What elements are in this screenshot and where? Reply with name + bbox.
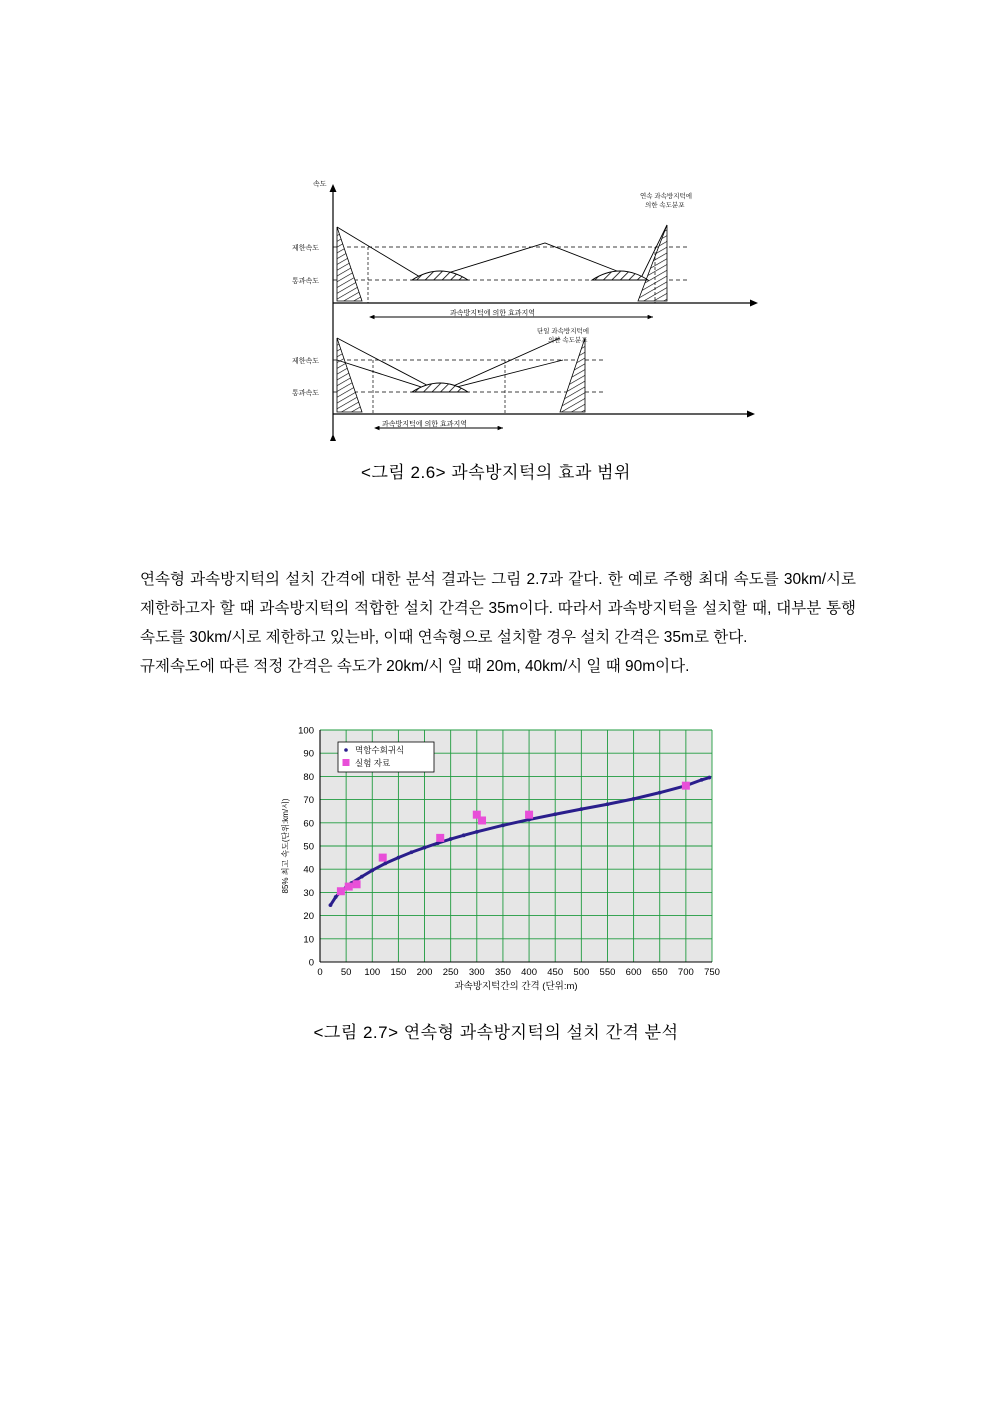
chart-legend-label: 멱함수회귀식 <box>355 745 405 755</box>
chart-series-marker <box>337 887 345 895</box>
paragraph-2: 규제속도에 따른 적정 간격은 속도가 20km/시 일 때 20m, 40km/시 일 때 90m이다. <box>140 658 690 675</box>
chart-series-line-point <box>501 823 505 827</box>
fig26-label-limit-speed-top: 제한속도 <box>292 245 320 252</box>
chart-series-line-point <box>449 837 453 841</box>
figure-2-6-svg <box>0 170 992 460</box>
chart-series-line-point <box>383 862 387 866</box>
chart-y-tick-label: 30 <box>303 887 314 899</box>
chart-y-tick-label: 60 <box>303 818 314 830</box>
chart-x-tick-label: 600 <box>625 967 642 978</box>
chart-series-line-point <box>410 850 414 854</box>
fig26-y-axis-label: 속도 <box>313 181 327 188</box>
chart-series-line-point <box>423 846 427 850</box>
fig26-top-range-label: 과속방지턱에 의한 효과지역 <box>450 310 536 317</box>
chart-y-tick-label: 100 <box>298 725 314 737</box>
chart-series-marker <box>682 782 690 790</box>
chart-series-line-point <box>475 830 479 834</box>
figure-2-7-caption: <그림 2.7> 연속형 과속방지턱의 설치 간격 분석 <box>313 1023 679 1042</box>
chart-series-marker <box>379 854 387 862</box>
chart-series-line-point <box>707 776 711 780</box>
chart-x-tick-label: 300 <box>468 967 485 978</box>
fig26-top-note-line2: 의한 속도분포 <box>645 202 685 209</box>
chart-x-tick-label: 400 <box>521 967 537 978</box>
chart-y-tick-label: 0 <box>308 957 314 969</box>
fig26-label-limit-speed-bottom: 제한속도 <box>292 358 320 365</box>
paragraph-1: 연속형 과속방지턱의 설치 간격에 대한 분석 결과는 그림 2.7과 같다. 한 예로 주행 최대 속도를 30km/시로 제한하고자 할 때 과속방지턱의 적합한 설치 간격은 35m이다. 따라서 과속방지턱을 설치할 때, 대부분 통행속도를 30km/시로 제한하고 있는바, 이때 연속형으로 설치할 경우 설치 간격은 35m로 한다. <box>140 571 856 646</box>
chart-y-axis-title: 85% 최고 속도(단위:km/시) <box>281 798 290 894</box>
fig26-bottom-note-line2: 의한 속도분포 <box>548 337 588 344</box>
chart-series-marker <box>525 811 533 819</box>
chart-series-line-point <box>334 895 338 899</box>
chart-x-tick-label: 350 <box>495 967 511 978</box>
chart-x-tick-label: 200 <box>416 967 433 978</box>
chart-series-marker <box>345 883 353 891</box>
chart-series-line-point <box>553 812 557 816</box>
chart-x-tick-label: 0 <box>317 967 323 978</box>
figure-2-6-caption: <그림 2.6> 과속방지턱의 효과 범위 <box>361 463 631 482</box>
fig26-bottom-note-line1: 단일 과속방지턱에 <box>537 328 590 335</box>
chart-series-line-point <box>632 797 636 801</box>
chart-series-line-point <box>397 856 401 860</box>
chart-x-tick-label: 700 <box>677 967 694 978</box>
chart-legend-marker-dot <box>344 748 348 752</box>
chart-x-tick-label: 500 <box>573 967 590 978</box>
chart-legend-label: 실험 자료 <box>355 758 391 768</box>
fig26-label-pass-speed-bottom: 통과속도 <box>292 390 320 397</box>
chart-series-marker <box>436 834 444 842</box>
figure-2-6 <box>0 170 992 460</box>
fig26-top-note-line1: 연속 과속방지턱에 <box>640 193 693 200</box>
chart-y-tick-label: 80 <box>303 771 314 783</box>
chart-x-tick-label: 50 <box>340 967 352 978</box>
chart-y-tick-label: 90 <box>303 748 314 760</box>
chart-x-tick-label: 650 <box>651 967 668 978</box>
chart-x-tick-label: 250 <box>442 967 459 978</box>
chart-x-tick-label: 550 <box>599 967 616 978</box>
chart-series-line-point <box>700 778 704 782</box>
chart-x-tick-label: 750 <box>704 967 720 978</box>
chart-y-tick-label: 70 <box>303 795 314 807</box>
chart-legend-marker-square <box>343 759 350 766</box>
chart-x-axis-title: 과속방지턱간의 간격 (단위:m) <box>454 981 578 992</box>
chart-y-tick-label: 50 <box>303 841 314 853</box>
chart-series-line-point <box>579 807 583 811</box>
fig26-bottom-range-label: 과속방지턱에 의한 효과지역 <box>382 421 468 428</box>
chart-series-line-point <box>436 841 440 845</box>
body-text <box>140 565 856 681</box>
chart-series-line-point <box>360 875 364 879</box>
chart-series-line-point <box>606 802 610 806</box>
chart-y-tick-label: 40 <box>303 864 314 876</box>
chart-series-line-point <box>658 791 662 795</box>
chart-y-tick-label: 10 <box>303 934 314 946</box>
chart-2-7-svg <box>0 712 992 1002</box>
chart-x-tick-label: 450 <box>547 967 564 978</box>
chart-series-line-point <box>370 868 374 872</box>
chart-series-marker <box>478 816 486 824</box>
fig26-label-pass-speed-top: 통과속도 <box>292 278 320 285</box>
chart-x-tick-label: 100 <box>364 967 381 978</box>
chart-x-tick-label: 150 <box>390 967 407 978</box>
chart-y-tick-label: 20 <box>303 911 314 923</box>
chart-series-marker <box>353 880 361 888</box>
chart-series-line-point <box>462 833 466 837</box>
chart-series-line-point <box>329 903 333 907</box>
figure-2-7 <box>0 712 992 1002</box>
